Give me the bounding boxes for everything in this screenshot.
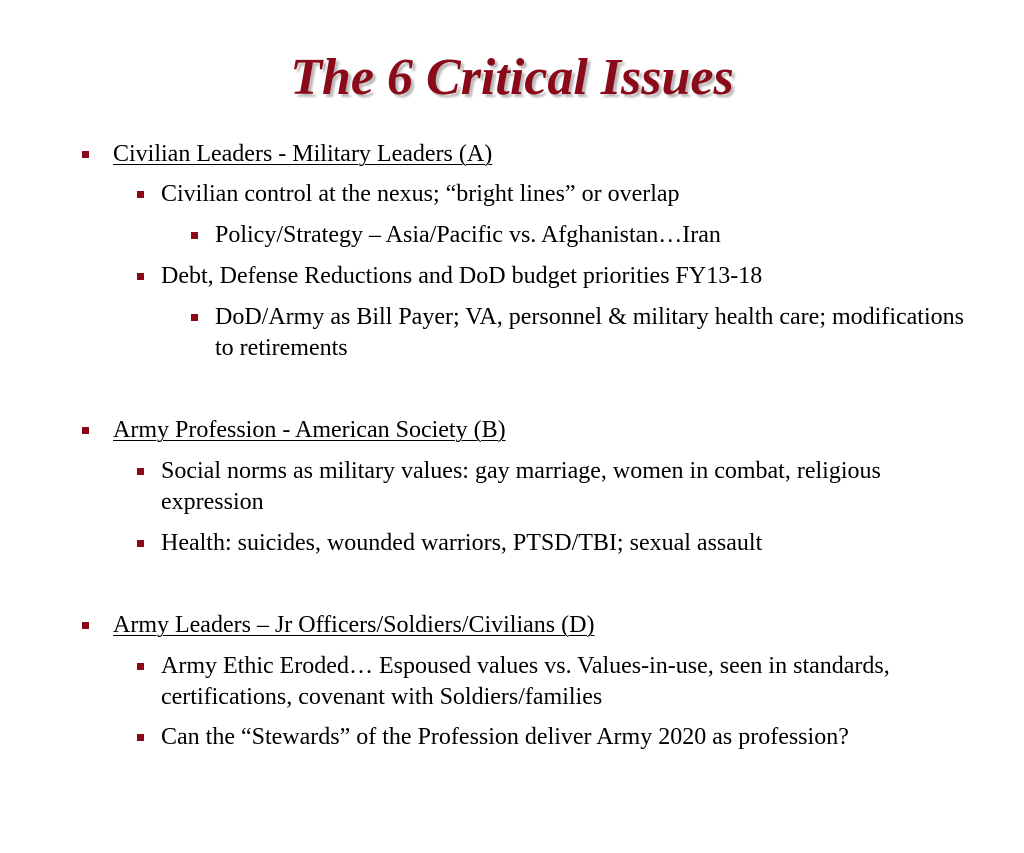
list-item — [161, 261, 991, 292]
square-bullet-icon — [82, 151, 89, 158]
square-bullet-icon — [82, 622, 89, 629]
section-heading-text: Civilian Leaders - Military Leaders (A) — [113, 141, 493, 167]
section-heading-d — [113, 610, 993, 641]
square-bullet-icon — [191, 314, 198, 321]
square-bullet-icon — [82, 427, 89, 434]
square-bullet-icon — [137, 663, 144, 670]
section-heading-text: Army Leaders – Jr Officers/Soldiers/Civilians (D) — [113, 612, 595, 638]
list-item-text: Army Ethic Eroded… Espoused values vs. Values-in-use, seen in standards, certifications, covenant with Soldiers/families — [161, 653, 890, 710]
sub-list-item-text: Policy/Strategy – Asia/Pacific vs. Afghanistan…Iran — [215, 222, 721, 248]
square-bullet-icon — [137, 468, 144, 475]
sub-list-item-text: DoD/Army as Bill Payer; VA, personnel & military health care; modifications to retirements — [215, 304, 964, 361]
list-item — [161, 722, 1001, 753]
list-item-text: Civilian control at the nexus; “bright lines” or overlap — [161, 181, 680, 207]
square-bullet-icon — [137, 540, 144, 547]
list-item-text: Health: suicides, wounded warriors, PTSD/TBI; sexual assault — [161, 530, 763, 556]
sub-list-item — [215, 220, 985, 251]
list-item — [161, 528, 991, 559]
square-bullet-icon — [137, 191, 144, 198]
section-heading-text: Army Profession - American Society (B) — [113, 417, 506, 443]
square-bullet-icon — [137, 734, 144, 741]
list-item — [161, 179, 991, 210]
section-heading-b — [113, 415, 993, 446]
list-item — [161, 456, 931, 518]
square-bullet-icon — [191, 232, 198, 239]
sub-list-item — [215, 302, 975, 364]
list-item-text: Debt, Defense Reductions and DoD budget priorities FY13-18 — [161, 263, 763, 289]
list-item-text: Social norms as military values: gay marriage, women in combat, religious expression — [161, 458, 881, 515]
list-item-text: Can the “Stewards” of the Profession deliver Army 2020 as profession? — [161, 724, 849, 750]
section-heading-a — [113, 139, 993, 170]
slide-title: The 6 Critical Issues — [290, 49, 734, 106]
list-item — [161, 651, 931, 713]
square-bullet-icon — [137, 273, 144, 280]
